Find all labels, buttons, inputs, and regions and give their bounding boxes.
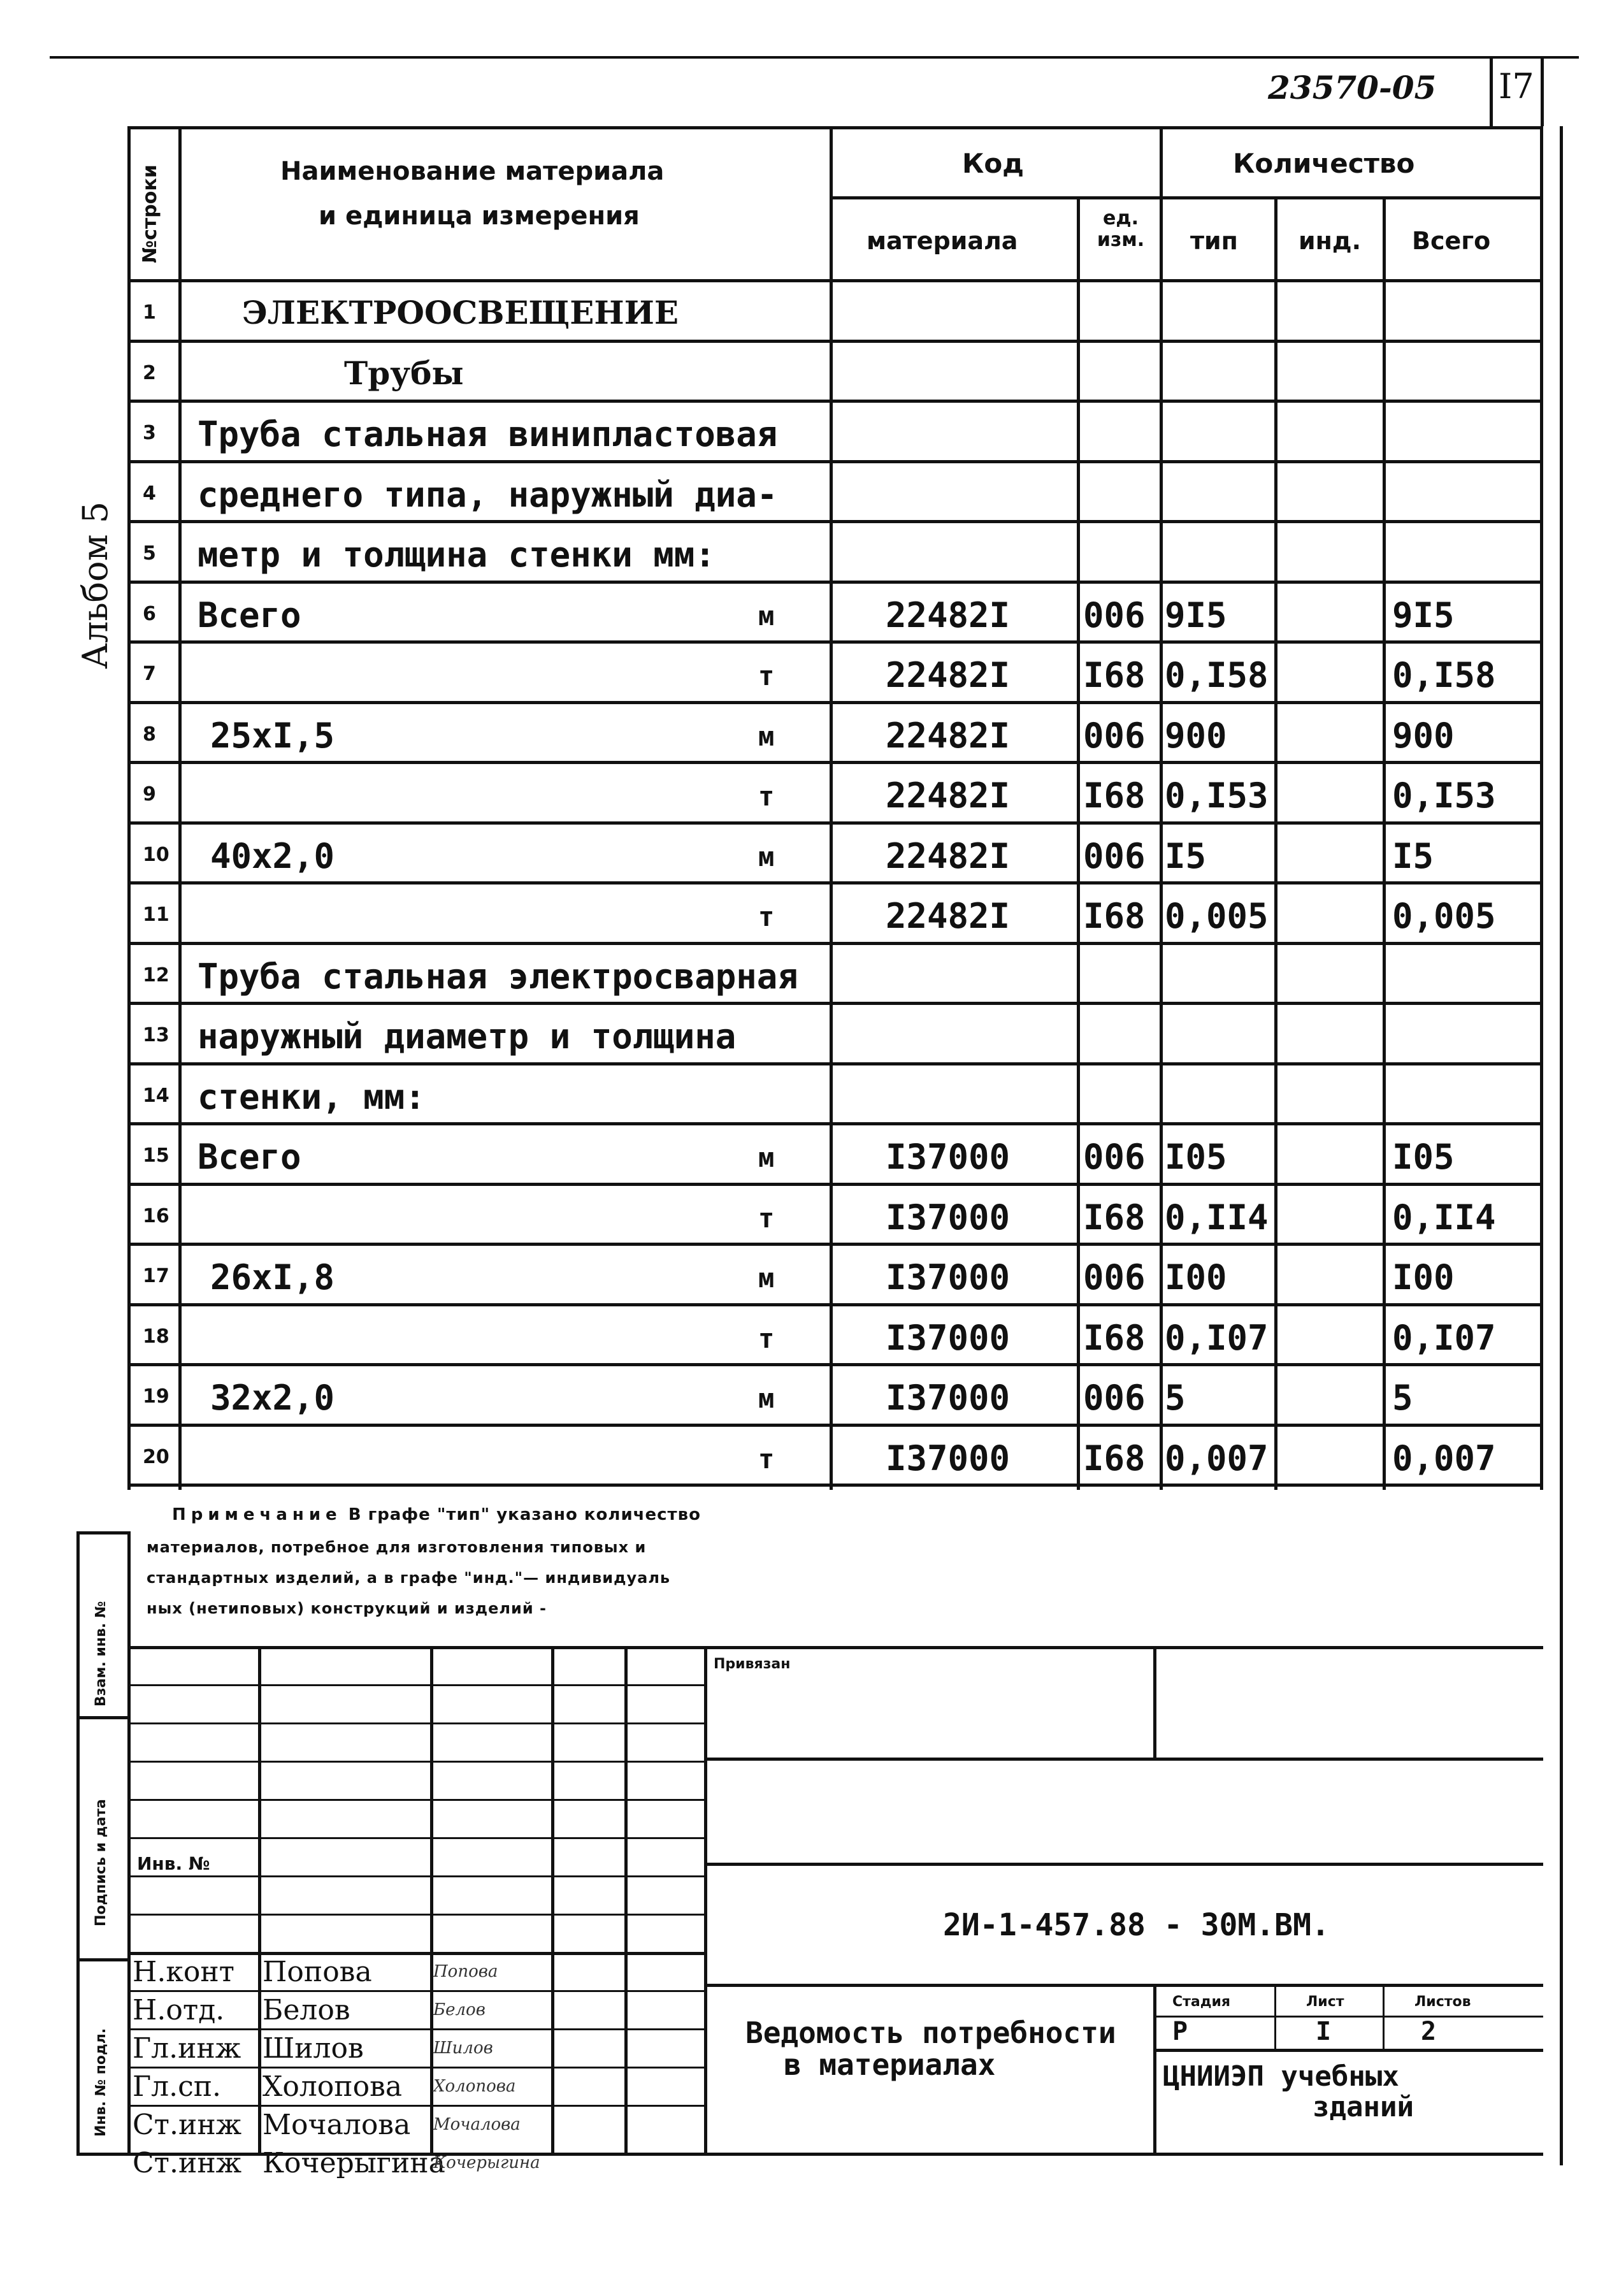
row-divider — [127, 460, 1543, 463]
qty-total: I5 — [1392, 835, 1434, 876]
signer-name: Мочалова — [263, 2109, 411, 2141]
note-line2: материалов, потребное для изготовления типовых и — [147, 1538, 647, 1556]
unit-code: I68 — [1083, 896, 1146, 936]
header-qty-ind: инд. — [1299, 227, 1362, 255]
header-quantity: Количество — [1233, 148, 1415, 179]
material-name: стенки, мм: — [198, 1076, 426, 1117]
row-divider — [127, 701, 1543, 704]
table-body — [127, 282, 1543, 1490]
note-head: Примечание — [172, 1505, 342, 1524]
album-label: Альбом 5 — [75, 501, 115, 669]
qty-total: 5 — [1392, 1378, 1413, 1418]
signature: Шилов — [433, 2039, 493, 2058]
org-line2: зданий — [1313, 2091, 1414, 2123]
row-number: 11 — [143, 904, 169, 926]
material-name: 26хI,8 — [210, 1257, 335, 1297]
sheet-value: I — [1316, 2017, 1332, 2046]
material-code: I37000 — [886, 1378, 1011, 1418]
side-label-inv: Инв. № подл. — [93, 2028, 109, 2137]
qty-total: 0,I07 — [1392, 1317, 1496, 1358]
material-code: 22482I — [886, 655, 1011, 695]
privyazan-label: Привязан — [714, 1656, 791, 1672]
sheet-label: Лист — [1306, 1994, 1344, 2010]
row-divider — [127, 1062, 1543, 1065]
signature: Белов — [433, 2000, 486, 2019]
header-code: Код — [962, 148, 1025, 179]
unit-symbol: т — [758, 901, 775, 932]
header-qty-total: Всего — [1412, 227, 1491, 255]
signature: Кочерыгина — [433, 2153, 540, 2172]
qty-type: I00 — [1165, 1257, 1227, 1297]
material-name: Труба стальная винипластовая — [198, 414, 778, 454]
unit-symbol: м — [758, 600, 775, 632]
unit-code: 006 — [1083, 1137, 1146, 1177]
material-code: 22482I — [886, 896, 1011, 936]
sheets-value: 2 — [1421, 2017, 1437, 2046]
sheets-label: Листов — [1414, 1994, 1471, 2010]
unit-code: 006 — [1083, 715, 1146, 756]
material-name: среднего типа, наружный диа- — [198, 474, 778, 515]
qty-type: 0,I07 — [1165, 1317, 1269, 1358]
header-code-unit: ед. изм. — [1097, 207, 1145, 251]
qty-total: I05 — [1392, 1137, 1455, 1177]
row-divider — [127, 340, 1543, 343]
row-divider — [127, 821, 1543, 825]
qty-total: I00 — [1392, 1257, 1455, 1297]
unit-code: I68 — [1083, 776, 1146, 816]
row-number: 19 — [143, 1385, 169, 1408]
row-number: 10 — [143, 843, 169, 866]
sheet-number: I7 — [1499, 66, 1534, 106]
qty-type: 0,I58 — [1165, 655, 1269, 695]
material-name: Всего — [198, 1137, 301, 1177]
signer-role: Ст.инж — [133, 2109, 242, 2141]
qty-type: 0,005 — [1165, 896, 1269, 936]
signer-name: Холопова — [263, 2070, 403, 2103]
qty-total: 0,007 — [1392, 1438, 1496, 1478]
qty-total: 900 — [1392, 715, 1455, 756]
right-border — [1560, 126, 1563, 2165]
material-name: Всего — [198, 595, 301, 635]
row-number: 1 — [143, 301, 156, 324]
row-number: 12 — [143, 964, 169, 986]
signature: Мочалова — [433, 2115, 521, 2134]
section-heading: ЭЛЕКТРООСВЕЩЕНИЕ — [242, 294, 679, 331]
unit-symbol: т — [758, 1443, 775, 1475]
note-line1: В графе "тип" указано количество — [342, 1505, 701, 1524]
row-number: 9 — [143, 783, 156, 805]
signature: Попова — [433, 1962, 498, 1981]
qty-type: I05 — [1165, 1137, 1227, 1177]
row-number: 17 — [143, 1265, 169, 1287]
row-divider — [127, 400, 1543, 403]
header-name-line2: и единица измерения — [319, 201, 640, 231]
row-number: 15 — [143, 1144, 169, 1167]
unit-symbol: м — [758, 1383, 775, 1414]
signer-role: Гл.сп. — [133, 2070, 222, 2103]
unit-code: I68 — [1083, 1438, 1146, 1478]
qty-total: 0,005 — [1392, 896, 1496, 936]
unit-symbol: м — [758, 1142, 775, 1173]
unit-symbol: т — [758, 1322, 775, 1354]
row-number: 3 — [143, 422, 156, 444]
note-line4: ных (нетиповых) конструкций и изделий - — [147, 1599, 547, 1617]
unit-code: I68 — [1083, 1317, 1146, 1358]
row-number: 8 — [143, 723, 156, 746]
row-number: 16 — [143, 1204, 169, 1227]
side-label-sign-date: Подпись и дата — [93, 1799, 109, 1926]
material-code: 22482I — [886, 835, 1011, 876]
note-block — [76, 1490, 1543, 1646]
material-name: 40х2,0 — [210, 835, 335, 876]
unit-symbol: м — [758, 841, 775, 872]
unit-symbol: т — [758, 781, 775, 812]
row-number: 7 — [143, 663, 156, 685]
row-divider — [127, 881, 1543, 884]
row-number: 6 — [143, 602, 156, 625]
org-line1: ЦНИИЭП учебных — [1163, 2060, 1399, 2093]
unit-code: 006 — [1083, 1378, 1146, 1418]
doc-code: 23570-05 — [1268, 69, 1437, 106]
signer-name: Попова — [263, 1956, 372, 1988]
unit-code: 006 — [1083, 835, 1146, 876]
qty-type: 0,I53 — [1165, 776, 1269, 816]
doc-title-line1: Ведомость потребности — [745, 2016, 1116, 2050]
signer-role: Н.отд. — [133, 1994, 225, 2026]
row-number: 5 — [143, 542, 156, 565]
row-number: 2 — [143, 361, 156, 384]
material-name: наружный диаметр и толщина — [198, 1016, 737, 1057]
qty-total: 9I5 — [1392, 595, 1455, 635]
unit-symbol: м — [758, 1262, 775, 1294]
row-number: 14 — [143, 1084, 169, 1107]
row-divider — [127, 520, 1543, 523]
material-name: 32х2,0 — [210, 1378, 335, 1418]
sheet-box-left — [1490, 56, 1493, 126]
qty-type: 0,II4 — [1165, 1197, 1269, 1238]
row-divider — [127, 1303, 1543, 1306]
header-name-line1: Наименование материала — [280, 157, 665, 186]
unit-code: I68 — [1083, 1197, 1146, 1238]
materials-table — [127, 126, 1543, 1490]
top-rule — [50, 56, 1579, 59]
row-divider — [127, 761, 1543, 764]
qty-type: 5 — [1165, 1378, 1186, 1418]
material-code: I37000 — [886, 1317, 1011, 1358]
stage-value: Р — [1172, 2017, 1188, 2046]
side-label-replace: Взам. инв. № — [93, 1601, 109, 1707]
material-code: 22482I — [886, 776, 1011, 816]
row-number: 18 — [143, 1325, 169, 1348]
signer-name: Кочерыгина — [263, 2147, 445, 2179]
qty-total: 0,II4 — [1392, 1197, 1496, 1238]
material-name: Труба стальная электросварная — [198, 956, 798, 997]
signer-role: Гл.инж — [133, 2032, 241, 2065]
row-divider — [127, 942, 1543, 945]
signature: Холопова — [433, 2077, 516, 2096]
row-number: 4 — [143, 482, 156, 505]
material-code: I37000 — [886, 1257, 1011, 1297]
material-code: I37000 — [886, 1438, 1011, 1478]
row-divider — [127, 581, 1543, 584]
material-name: метр и толщина стенки мм: — [198, 535, 716, 575]
material-code: 22482I — [886, 715, 1011, 756]
signer-name: Шилов — [263, 2032, 364, 2065]
project-code: 2И-1-457.88 - 30М.ВМ. — [943, 1907, 1330, 1943]
signer-name: Белов — [263, 1994, 350, 2026]
doc-title-line2: в материалах — [784, 2047, 996, 2082]
row-number: 20 — [143, 1445, 169, 1468]
signer-role: Н.конт — [133, 1956, 235, 1988]
qty-type: 0,007 — [1165, 1438, 1269, 1478]
unit-symbol: т — [758, 1202, 775, 1234]
qty-total: 0,I53 — [1392, 776, 1496, 816]
unit-code: 006 — [1083, 1257, 1146, 1297]
material-name: 25хI,5 — [210, 715, 335, 756]
material-code: I37000 — [886, 1137, 1011, 1177]
qty-type: 900 — [1165, 715, 1227, 756]
qty-total: 0,I58 — [1392, 655, 1496, 695]
signatures-block — [127, 1952, 704, 2179]
unit-code: 006 — [1083, 595, 1146, 635]
header-qty-type: тип — [1190, 227, 1238, 255]
material-code: 22482I — [886, 595, 1011, 635]
row-divider — [127, 1424, 1543, 1427]
header-row-no: №строки — [139, 164, 161, 263]
row-divider — [127, 1243, 1543, 1246]
row-divider — [127, 1363, 1543, 1366]
section-heading: Трубы — [344, 354, 464, 392]
row-divider — [127, 1122, 1543, 1125]
sheet-box-right — [1541, 56, 1544, 126]
row-divider — [127, 1484, 1543, 1487]
qty-type: 9I5 — [1165, 595, 1227, 635]
qty-type: I5 — [1165, 835, 1207, 876]
unit-symbol: т — [758, 660, 775, 691]
row-divider — [127, 1002, 1543, 1005]
signer-role: Ст.инж — [133, 2147, 242, 2179]
stage-label: Стадия — [1172, 1994, 1231, 2010]
inv-no-label: Инв. № — [137, 1853, 210, 1874]
row-divider — [127, 1183, 1543, 1186]
note-line3: стандартных изделий, а в графе "инд."— индивидуаль — [147, 1569, 671, 1587]
row-divider — [127, 640, 1543, 644]
unit-symbol: м — [758, 720, 775, 752]
material-code: I37000 — [886, 1197, 1011, 1238]
row-number: 13 — [143, 1024, 169, 1046]
unit-code: I68 — [1083, 655, 1146, 695]
header-code-material: материала — [867, 227, 1018, 255]
